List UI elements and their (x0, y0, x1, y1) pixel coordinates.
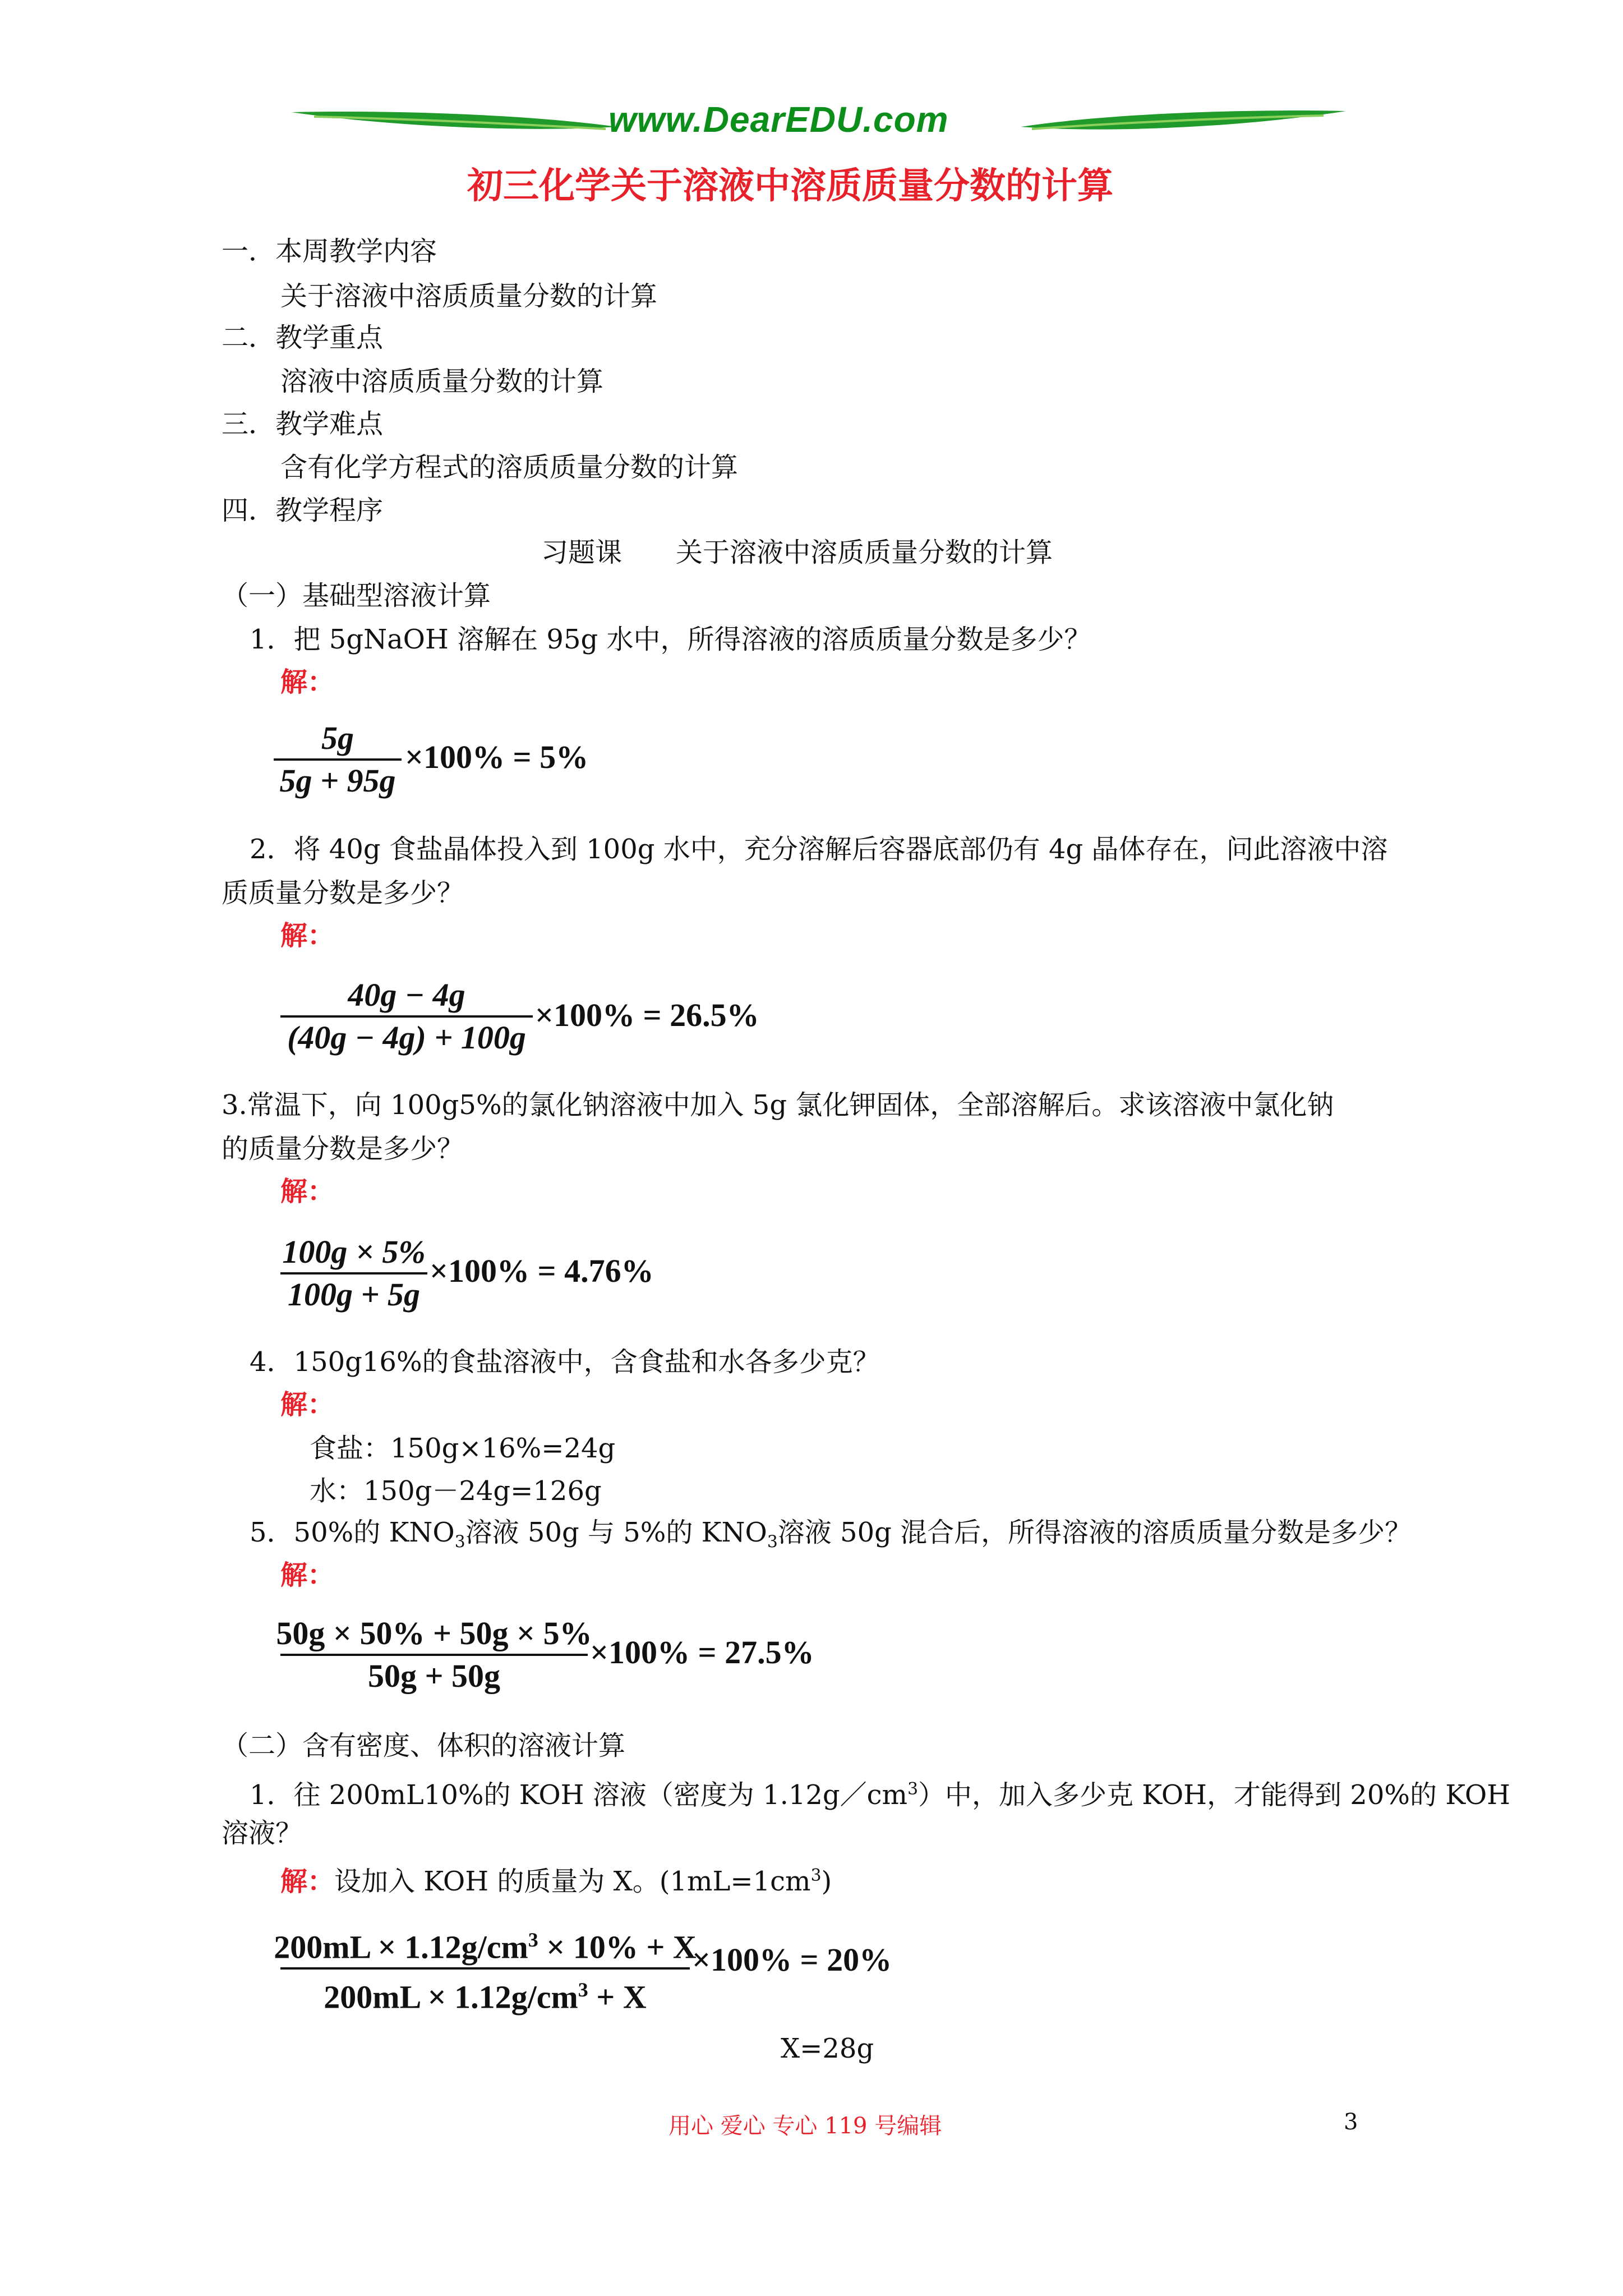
answer-4-water: 水：150g－24g=126g (310, 1475, 602, 1507)
part-2-answer-setup (280, 1859, 832, 1898)
question-5-part-b: 溶液 50g 与 5%的 KNO (465, 1517, 767, 1548)
question-5-part-c: 溶液 50g 混合后，所得溶液的溶质质量分数是多少？ (777, 1517, 1412, 1548)
solution-label: 解： (280, 1176, 335, 1207)
formula-6-result: ×100% = 20% (692, 1941, 892, 1978)
part-2-question-1-line-2: 溶液？ (222, 1818, 303, 1849)
formula-5-denominator: 50g + 50g (367, 1658, 501, 1694)
superscript: 3 (810, 1866, 822, 1885)
subscript: 3 (454, 1532, 465, 1552)
formula-3-numerator: 100g × 5% (282, 1234, 426, 1270)
formula-part: + X (588, 1978, 647, 2016)
question-1: 1．把 5gNaOH 溶解在 95g 水中，所得溶液的溶质质量分数是多少？ (250, 624, 1091, 655)
solution-label: 解： (280, 1866, 335, 1897)
section-3-heading: 三．教学难点 (222, 408, 384, 440)
formula-5-fraction (276, 1613, 592, 1696)
question-3-line-2: 的质量分数是多少？ (222, 1133, 464, 1165)
formula-3-fraction (280, 1232, 427, 1315)
formula-1-numerator: 5g (321, 720, 354, 756)
formula-part: 200mL × 1.12g/cm (274, 1929, 528, 1966)
section-2-heading: 二．教学重点 (222, 322, 384, 353)
question-5 (250, 1516, 1412, 1559)
formula-6-denominator (320, 1970, 649, 2017)
formula-2-fraction (280, 975, 533, 1058)
formula-3-result: ×100% = 4.76% (430, 1253, 654, 1289)
setup-text: ) (821, 1866, 832, 1897)
solution-label: 解： (280, 666, 335, 698)
formula-part: × 10% + X (538, 1929, 697, 1966)
solution-label: 解： (280, 1559, 335, 1591)
section-1-heading: 一．本周教学内容 (222, 236, 437, 267)
formula-2-denominator: (40g − 4g) + 100g (287, 1019, 526, 1056)
subscript: 3 (767, 1532, 778, 1552)
formula-2-result: ×100% = 26.5% (535, 997, 759, 1033)
final-answer: X=28g (781, 2033, 874, 2064)
question-text: 1．往 200mL10%的 KOH 溶液（密度为 1.12g／cm (250, 1779, 908, 1811)
part-2-heading: （二）含有密度、体积的溶液计算 (222, 1730, 626, 1761)
formula-6-fraction (274, 1920, 697, 2018)
question-2-line-1: 2．将 40g 食盐晶体投入到 100g 水中，充分溶解后容器底部仍有 4g 晶体存在，问此溶液中溶 (250, 834, 1388, 865)
part-2-question-1-line-1 (250, 1773, 1510, 1812)
question-5-part-a: 5．50%的 KNO (250, 1517, 455, 1548)
answer-4-salt: 食盐：150g×16%=24g (310, 1433, 616, 1464)
formula-1-result: ×100% = 5% (405, 739, 589, 775)
solution-label: 解： (280, 1389, 335, 1420)
superscript: 3 (578, 1978, 588, 2001)
section-1-text: 关于溶液中溶质质量分数的计算 (280, 280, 658, 312)
question-4: 4．150g16%的食盐溶液中，含食盐和水各多少克？ (250, 1346, 880, 1378)
section-4-heading: 四．教学程序 (222, 495, 384, 526)
site-logo-text: www.DearEDU.com (608, 99, 949, 140)
formula-6-numerator (270, 1920, 700, 1967)
formula-5-numerator: 50g × 50% + 50g × 5% (276, 1615, 592, 1651)
footer-slogan: 用心 爱心 专心 119 号编辑 (668, 2113, 942, 2139)
setup-text: 设加入 KOH 的质量为 X。(1mL=1cm (334, 1866, 811, 1897)
formula-part: 200mL × 1.12g/cm (324, 1978, 578, 2016)
part-1-heading: （一）基础型溶液计算 (222, 580, 491, 611)
solution-label: 解： (280, 920, 335, 951)
section-2-text: 溶液中溶质质量分数的计算 (280, 366, 604, 397)
question-text: ）中，加入多少克 KOH，才能得到 20%的 KOH (918, 1779, 1511, 1811)
superscript: 3 (907, 1779, 918, 1799)
formula-3-denominator: 100g + 5g (287, 1276, 421, 1313)
question-2-line-2: 质质量分数是多少？ (222, 877, 464, 909)
page-number: 3 (1344, 2109, 1358, 2135)
section-3-text: 含有化学方程式的溶质质量分数的计算 (280, 452, 739, 483)
formula-1-denominator: 5g + 95g (279, 762, 396, 799)
formula-2-numerator: 40g − 4g (348, 977, 465, 1013)
superscript: 3 (528, 1929, 538, 1951)
formula-5-result: ×100% = 27.5% (590, 1634, 814, 1671)
page-title: 初三化学关于溶液中溶质质量分数的计算 (467, 165, 1113, 207)
formula-1-fraction (274, 718, 402, 801)
question-3-line-1: 3.常温下，向 100g5%的氯化钠溶液中加入 5g 氯化钾固体，全部溶解后。求该溶液中氯化钠 (222, 1089, 1334, 1121)
lesson-title: 习题课 关于溶液中溶质质量分数的计算 (541, 537, 1053, 568)
